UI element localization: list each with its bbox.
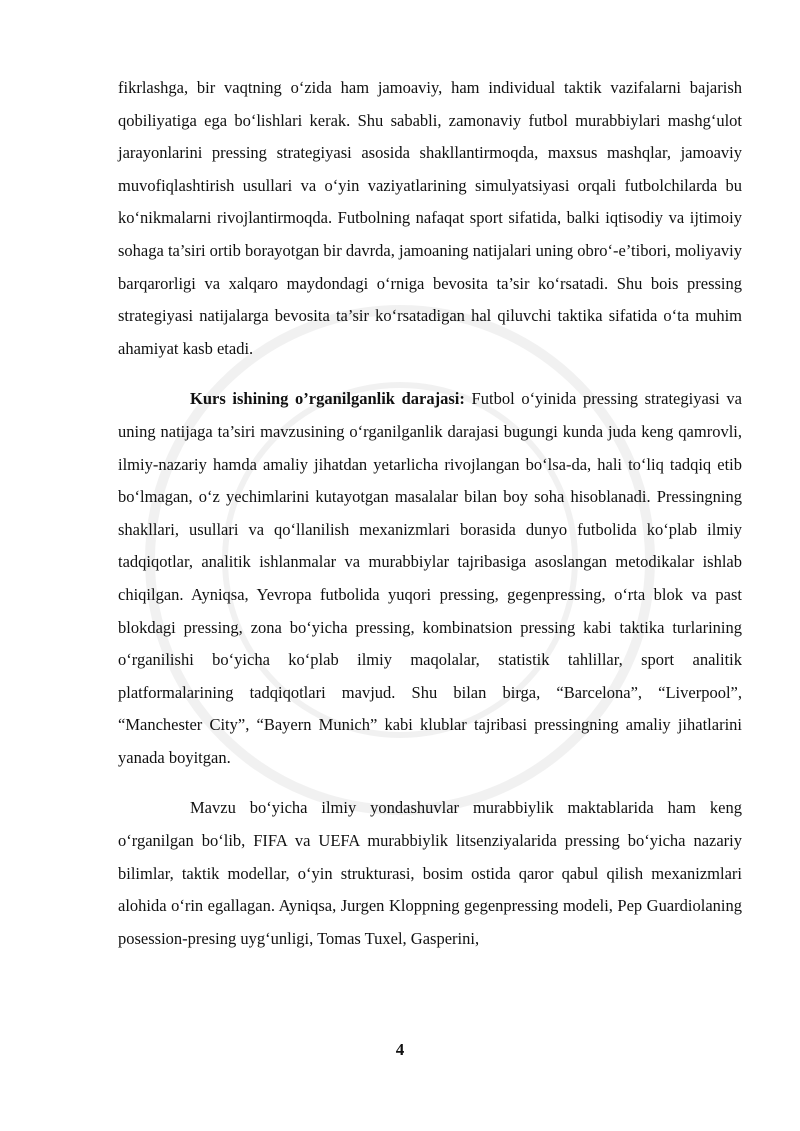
paragraph-1-text: fikrlashga, bir vaqtning o‘zida ham jamoaviy, ham individual taktik vazifalarni bajarish qobiliyatiga ega bo‘lishlari kerak. Shu sababli, zamonaviy futbol murabbiylari mashg‘ulot jarayonlarini pressing strategiyasi asosida shakllantirmoqda, maxsus mashqlar, jamoaviy muvofiqlashtirish usullari va o‘yin vaziyatlarining simulyatsiyasi orqali futbolchilarda bu ko‘nikmalarni rivojlantirmoqda. Futbolning nafaqat sport sifatida, balki iqtisodiy va ijtimoiy sohaga ta’siri ortib borayotgan bir davrda, jamoaning natijalari uning obro‘-e’tibori, moliyaviy barqarorligi va xalqaro maydondagi o‘rniga bevosita ta’sir ko‘rsatadi. Shu bois pressing strategiyasi natijalarga bevosita ta’sir ko‘rsatadigan hal qiluvchi taktika sifatida o‘ta muhim ahamiyat kasb etadi. bbox=[118, 78, 742, 358]
document-body bbox=[118, 72, 742, 955]
paragraph-2-text: Futbol o‘yinida pressing strategiyasi va uning natijaga ta’siri mavzusining o‘rganilganlik darajasi bugungi kunda juda keng qamrovli, ilmiy-nazariy hamda amaliy jihatdan yetarlicha rivojlangan bo‘lsa-da, hali to‘liq tadqiq etib bo‘lmagan, o‘z yechimlarini kutayotgan masalalar bilan boy soha hisoblanadi. Pressingning shakllari, usullari va qo‘llanilish mexanizmlari borasida dunyo futbolida ko‘plab ilmiy tadqiqotlar, analitik ishlanmalar va murabbiylar tajribasiga asoslangan metodikalar ishlab chiqilgan. Ayniqsa, Yevropa futbolida yuqori pressing, gegenpressing, o‘rta blok va past blokdagi pressing, zona bo‘yicha pressing, kombinatsion pressing kabi taktika turlarining o‘rganilishi bo‘yicha ko‘plab ilmiy maqolalar, statistik tahlillar, sport analitik platformalarining tadqiqotlari mavjud. Shu bilan birga, “Barcelona”, “Liverpool”, “Manchester City”, “Bayern Munich” kabi klublar tajribasi pressingning amaliy jihatlarini yanada boyitgan. bbox=[118, 389, 743, 767]
page-number: 4 bbox=[395, 1040, 405, 1059]
paragraph-1 bbox=[118, 72, 742, 365]
paragraph-3 bbox=[118, 792, 742, 955]
paragraph-2 bbox=[118, 383, 742, 774]
paragraph-3-text: Mavzu bo‘yicha ilmiy yondashuvlar murabbiylik maktablarida ham keng o‘rganilgan bo‘lib, FIFA va UEFA murabbiylik litsenziyalarida pressing bo‘yicha nazariy bilimlar, taktik modellar, o‘yin strukturasi, bosim ostida qaror qabul qilish mexanizmlari alohida o‘rin egallagan. Ayniqsa, Jurgen Kloppning gegenpressing modeli, Pep Guardiolaning posession-presing uyg‘unligi, Tomas Tuxel, Gasperini, bbox=[118, 798, 742, 948]
section-heading: Kurs ishining o’rganilganlik darajasi: bbox=[190, 389, 465, 409]
